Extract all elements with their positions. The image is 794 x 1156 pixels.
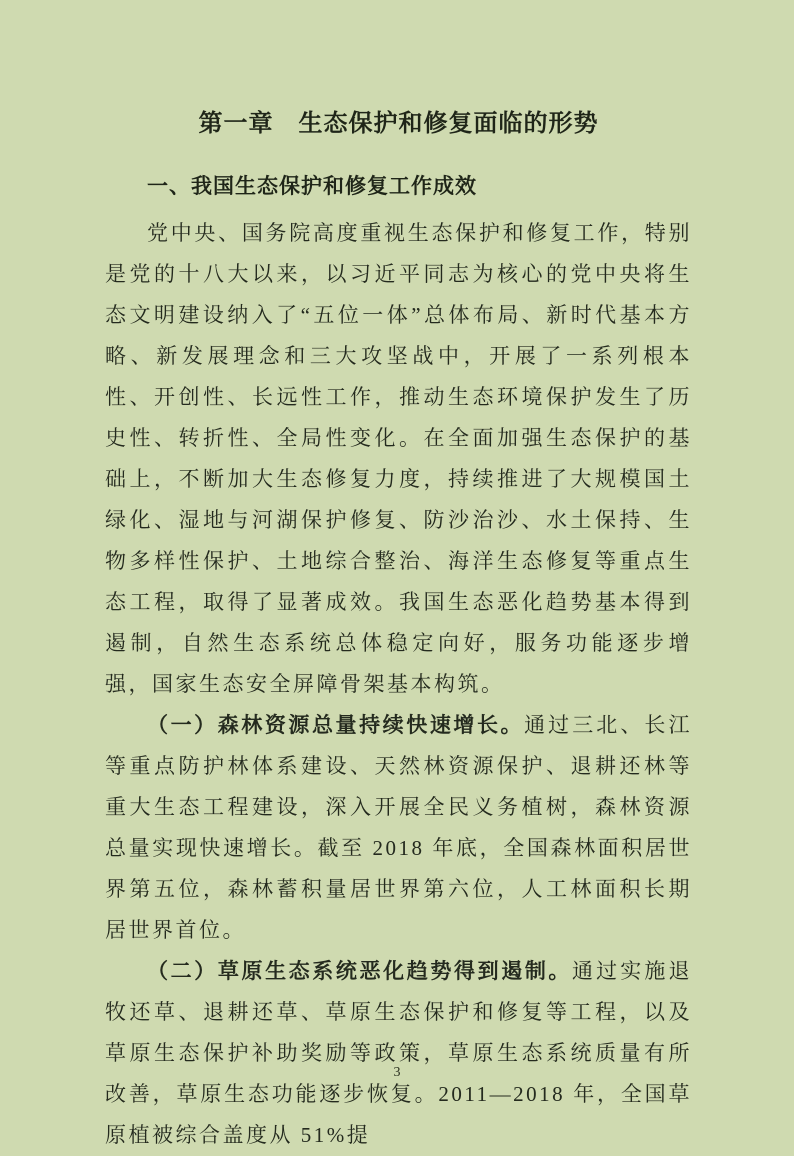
page-number: 3 [393,1065,401,1080]
paragraph-text: 党中央、国务院高度重视生态保护和修复工作，特别是党的十八大以来，以习近平同志为核心的党中央将生态文明建设纳入了“五位一体”总体布局、新时代基本方略、新发展理念和三大攻坚战中，开展了一系列根本性、开创性、长远性工作，推动生态环境保护发生了历史性、转折性、全局性变化。在全面加强生态保护的基础上，不断加大生态修复力度，持续推进了大规模国土绿化、湿地与河湖保护修复、防沙治沙、水土保持、生物多样性保护、土地综合整治、海洋生态修复等重点生态工程，取得了显著成效。我国生态恶化趋势基本得到遏制，自然生态系统总体稳定向好，服务功能逐步增强，国家生态安全屏障骨架基本构筑。 [105,221,692,696]
paragraph-text: 通过实施退牧还草、退耕还草、草原生态保护和修复等工程，以及草原生态保护补助奖励等政策，草原生态系统质量有所改善，草原生态功能逐步恢复。2011—2018 年，全国草原植被综合盖度从 51%提 [105,959,693,1147]
paragraph-grassland [105,951,692,1156]
section-heading: 一、我国生态保护和修复工作成效 [147,175,477,198]
paragraph-intro [105,213,692,705]
paragraph-lead: （一）森林资源总量持续快速增长。 [147,714,525,737]
chapter-title: 第一章 生态保护和修复面临的形势 [198,110,599,137]
paragraph-lead: （二）草原生态系统恶化趋势得到遏制。 [147,960,573,983]
paragraph-forest [105,705,692,951]
paragraph-text: 通过三北、长江等重点防护林体系建设、天然林资源保护、退耕还林等重大生态工程建设，深入开展全民义务植树，森林资源总量实现快速增长。截至 2018 年底，全国森林面积居世界第五位，森林蓄积量居世界第六位，人工林面积长期居世界首位。 [105,713,693,942]
